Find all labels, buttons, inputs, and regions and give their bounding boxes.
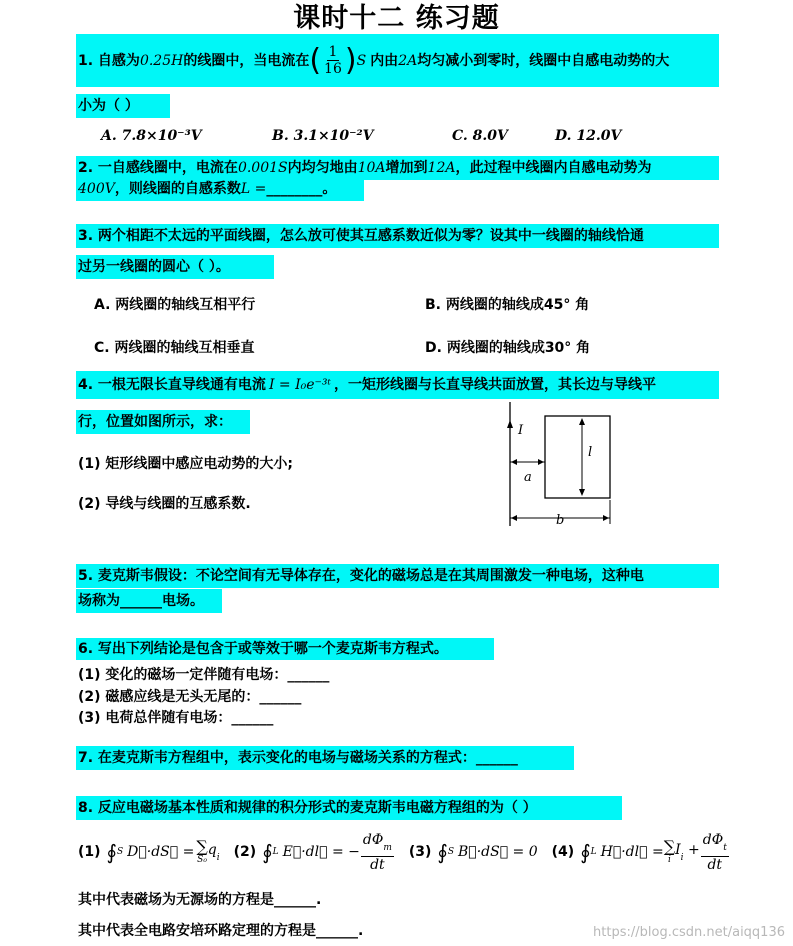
q5-line2: 场称为______电场。 <box>76 589 222 613</box>
q3-line2: 过另一线圈的圆心（ ）。 <box>76 255 274 279</box>
q3-option-b: B. 两线圈的轴线成45° 角 <box>425 297 590 313</box>
equation-2: (2) ∮ L E⃗·dl⃗ = − $\frac{d\Phi_m}{dt}$ <box>233 831 392 873</box>
equation-1: (1) ∮ S D⃗·dS⃗ = ∑ S₀ $q_i$ <box>78 837 220 865</box>
q3-option-d: D. 两线圈的轴线成30° 角 <box>425 340 591 356</box>
q6-item-3: (3) 电荷总伴随有电场：______ <box>78 710 274 726</box>
q3-option-a: A. 两线圈的轴线互相平行 <box>94 297 256 313</box>
q2-line1: 2. 一自感线圈中，电流在 0.001S 内均匀地由 10A 增加到 12A ，此过程中线圈内自感电动势为 <box>76 156 719 180</box>
q8-line-b: 其中代表全电路安培环路定理的方程是______. <box>78 923 364 939</box>
q4-line2: 行，位置如图所示，求： <box>76 410 250 434</box>
fig-label-l: l <box>588 445 593 460</box>
q1-option-a: A. 7.8×10⁻³V <box>101 128 202 144</box>
watermark: https://blog.csdn.net/aiqq136 <box>593 925 785 940</box>
q3-line1: 3. 两个相距不太远的平面线圈，怎么放可使其互感系数近似为零？设其中一线圈的轴线恰通 <box>76 224 719 248</box>
q5-line1: 5. 麦克斯韦假设：不论空间有无导体存在，变化的磁场总是在其周围激发一种电场，这种电 <box>76 564 719 588</box>
wire-loop-figure <box>500 400 620 530</box>
equation-3: (3) ∮ S B⃗·dS⃗ = 0 <box>408 840 538 864</box>
q1-option-c: C. 8.0V <box>452 128 508 144</box>
q7-text: 7. 在麦克斯韦方程组中，表示变化的电场与磁场关系的方程式：______ <box>76 746 574 770</box>
q6-head: 6. 写出下列结论是包含于或等效于哪一个麦克斯韦方程式。 <box>76 638 494 660</box>
q1-option-b: B. 3.1×10⁻²V <box>272 128 374 144</box>
equation-4: (4) ∮ L H⃗·dl⃗ = ∑ i $I_i$ + $\frac{d\Phi_t}{dt}$ <box>551 831 727 873</box>
q8-line-a: 其中代表磁场为无源场的方程是______. <box>78 892 322 908</box>
q4-line1: 4. 一根无限长直导线通有电流 I = I₀e⁻³ᵗ ，一矩形线圈与长直导线共面放置，其长边与导线平 <box>76 371 719 399</box>
q4-sub1: (1) 矩形线圈中感应电动势的大小; <box>78 456 294 472</box>
page-title: 课时十二 练习题 <box>293 3 500 34</box>
q1-option-d: D. 12.0V <box>555 128 622 144</box>
q6-item-2: (2) 磁感应线是无头无尾的：______ <box>78 689 302 705</box>
q8-head: 8. 反应电磁场基本性质和规律的积分形式的麦克斯韦电磁方程组的为（ ） <box>76 796 622 820</box>
q6-item-1: (1) 变化的磁场一定伴随有电场：______ <box>78 667 330 683</box>
q1-line1: 1. 自感为 0.25H 的线圈中，当电流在 ( $\frac{1}{16}$ ) S 内由 2A 均匀减小到零时，线圈中自感电动势的大 <box>76 34 719 87</box>
q3-option-c: C. 两线圈的轴线互相垂直 <box>94 340 255 356</box>
fig-label-I: I <box>518 423 524 438</box>
maxwell-equations <box>78 832 744 872</box>
fig-label-b: b <box>556 513 565 528</box>
q1-line2: 小为（ ） <box>76 94 170 118</box>
q2-line2: 400V ，则线圈的自感系数 L = ________。 <box>76 177 364 201</box>
fig-label-a: a <box>524 470 532 485</box>
q4-sub2: (2) 导线与线圈的互感系数. <box>78 496 251 512</box>
